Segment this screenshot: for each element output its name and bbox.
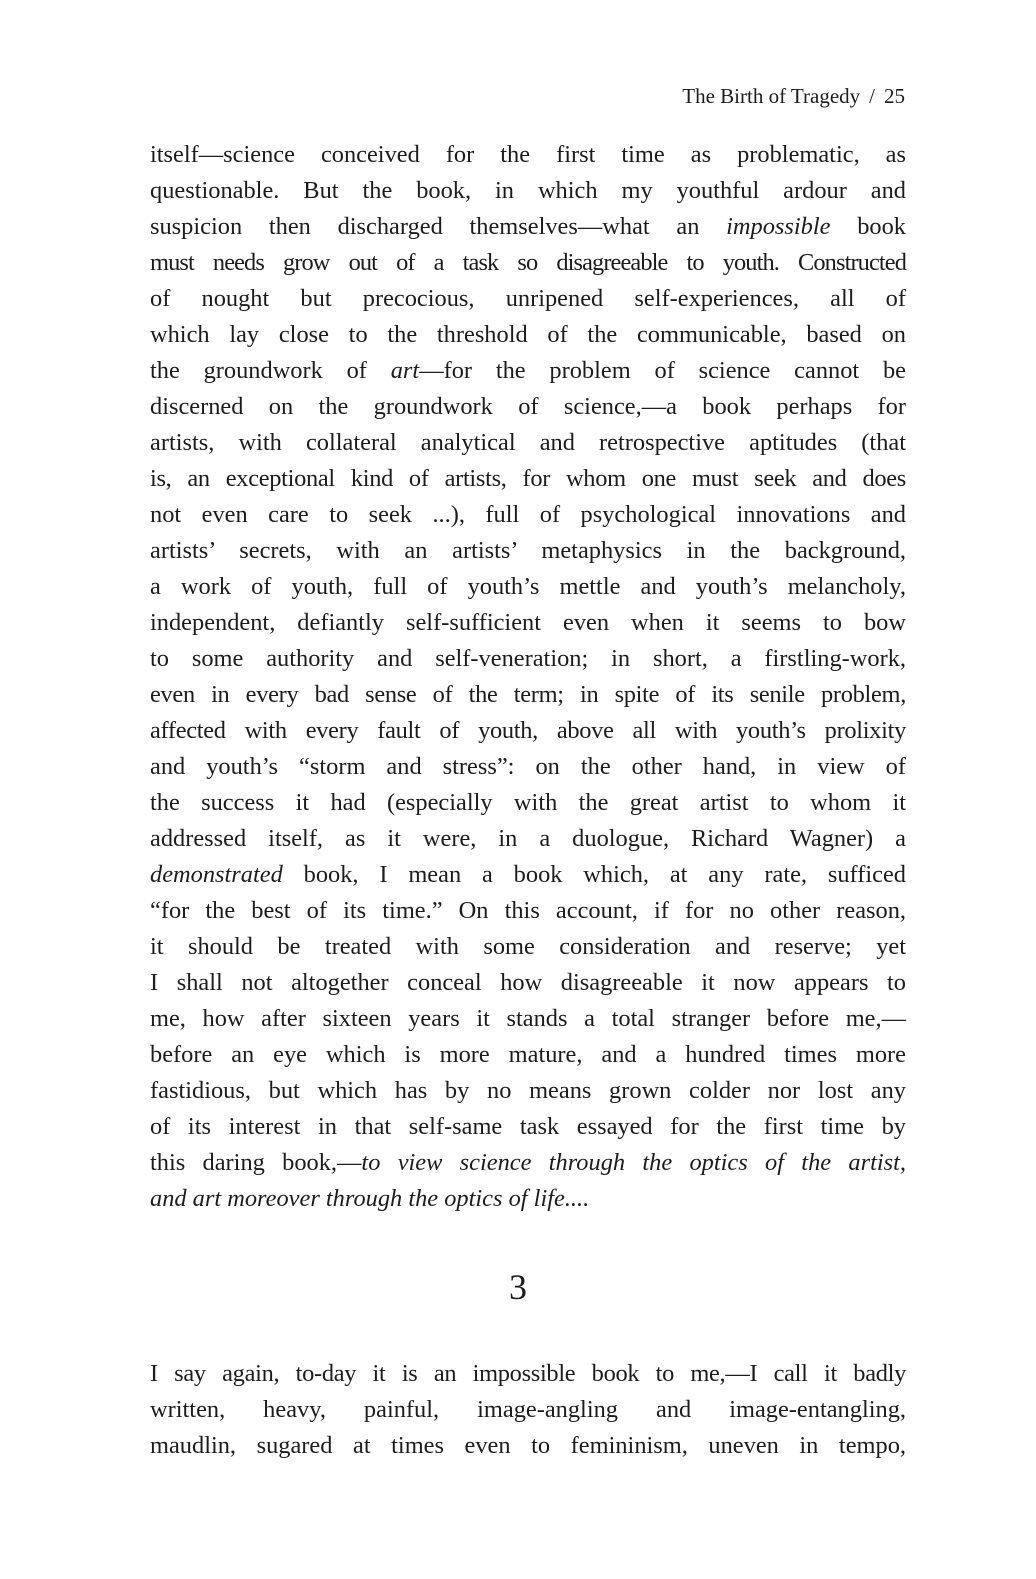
- text-segment: it should be treated with some consideration and reserve; yet: [150, 933, 906, 960]
- text-line: [150, 425, 906, 461]
- text-segment: maudlin, sugared at times even to femininism, uneven in tempo,: [150, 1432, 906, 1459]
- text-line: [150, 281, 906, 317]
- text-segment: to some authority and self-veneration; in short, a firstling-work,: [150, 645, 906, 672]
- running-head-title: The Birth of Tragedy: [682, 84, 861, 108]
- running-head: [682, 84, 905, 109]
- text-segment: itself—science conceived for the first time as problematic, as: [150, 141, 906, 168]
- text-line: [150, 785, 906, 821]
- text-line: [150, 965, 906, 1001]
- text-line: [150, 497, 906, 533]
- text-segment: book, I mean a book which, at any rate, sufficed: [282, 861, 906, 888]
- text-line: [150, 677, 906, 713]
- text-segment: I say again, to-day it is an impossible book to me,—I call it badly: [150, 1360, 906, 1387]
- text-line: [150, 245, 906, 281]
- text-segment: a work of youth, full of youth’s mettle and youth’s melancholy,: [150, 573, 906, 600]
- text-line: [150, 641, 906, 677]
- text-line: [150, 389, 906, 425]
- text-line: [150, 1392, 906, 1428]
- text-segment: not even care to seek ...), full of psychological innovations and: [150, 501, 906, 528]
- page-number: 25: [884, 84, 905, 108]
- text-line: [150, 569, 906, 605]
- text-segment: “for the best of its time.” On this account, if for no other reason,: [150, 897, 906, 924]
- text-segment: fastidious, but which has by no means grown colder nor lost any: [150, 1077, 906, 1104]
- italic-text: demonstrated: [150, 861, 283, 888]
- text-line: [150, 1073, 906, 1109]
- text-segment: the success it had (especially with the great artist to whom it: [150, 789, 906, 816]
- text-line: [150, 1109, 906, 1145]
- text-segment: of nought but precocious, unripened self-experiences, all of: [150, 285, 906, 312]
- italic-text: art: [390, 357, 420, 384]
- text-line: [150, 749, 906, 785]
- text-segment: suspicion then discharged themselves—what an: [150, 213, 727, 240]
- text-segment: independent, defiantly self-sufficient even when it seems to bow: [150, 609, 906, 636]
- text-line: [150, 605, 906, 641]
- text-segment: is, an exceptional kind of artists, for whom one must seek and does: [150, 465, 906, 492]
- text-line: [150, 1181, 906, 1217]
- text-segment: addressed itself, as it were, in a duologue, Richard Wagner) a: [150, 825, 906, 852]
- text-segment: discerned on the groundwork of science,—a book perhaps for: [150, 393, 906, 420]
- text-segment: written, heavy, painful, image-angling and image-entangling,: [150, 1396, 906, 1423]
- text-segment: I shall not altogether conceal how disagreeable it now appears to: [150, 969, 906, 996]
- text-segment: book: [830, 213, 906, 240]
- running-head-separator: /: [869, 84, 875, 108]
- text-line: [150, 353, 906, 389]
- text-line: [150, 461, 906, 497]
- text-line: [150, 137, 906, 173]
- text-line: [150, 713, 906, 749]
- text-line: [150, 317, 906, 353]
- text-segment: questionable. But the book, in which my youthful ardour and: [150, 177, 906, 204]
- text-line: [150, 1037, 906, 1073]
- text-line: [150, 857, 906, 893]
- text-line: [150, 533, 906, 569]
- text-line: [150, 209, 906, 245]
- text-segment: artists, with collateral analytical and retrospective aptitudes (that: [150, 429, 906, 456]
- text-segment: me, how after sixteen years it stands a total stranger before me,—: [150, 1005, 906, 1032]
- text-line: [150, 1356, 906, 1392]
- text-segment: affected with every fault of youth, above all with youth’s prolixity: [150, 717, 906, 744]
- text-segment: of its interest in that self-same task essayed for the first time by: [150, 1113, 906, 1140]
- italic-text: and art moreover through the optics of life....: [150, 1185, 590, 1212]
- text-line: [150, 1428, 906, 1464]
- text-segment: artists’ secrets, with an artists’ metaphysics in the background,: [150, 537, 906, 564]
- text-line: [150, 1001, 906, 1037]
- text-segment: —for the problem of science cannot be: [419, 357, 906, 384]
- text-line: [150, 893, 906, 929]
- text-line: [150, 821, 906, 857]
- italic-text: impossible: [726, 213, 831, 240]
- paragraph-section-3: [150, 1356, 906, 1464]
- paragraph-continued: [150, 137, 906, 1217]
- text-segment: even in every bad sense of the term; in spite of its senile problem,: [150, 681, 906, 708]
- section-number: 3: [509, 1267, 527, 1307]
- text-segment: the groundwork of: [150, 357, 391, 384]
- text-line: [150, 929, 906, 965]
- text-line: [150, 173, 906, 209]
- text-line: [150, 1145, 906, 1181]
- italic-text: to view science through the optics of the artist,: [361, 1149, 906, 1176]
- text-segment: before an eye which is more mature, and a hundred times more: [150, 1041, 906, 1068]
- text-segment: which lay close to the threshold of the communicable, based on: [150, 321, 906, 348]
- text-segment: this daring book,—: [150, 1149, 362, 1176]
- text-segment: must needs grow out of a task so disagreeable to youth. Constructed: [150, 249, 906, 276]
- text-segment: and youth’s “storm and stress”: on the other hand, in view of: [150, 753, 906, 780]
